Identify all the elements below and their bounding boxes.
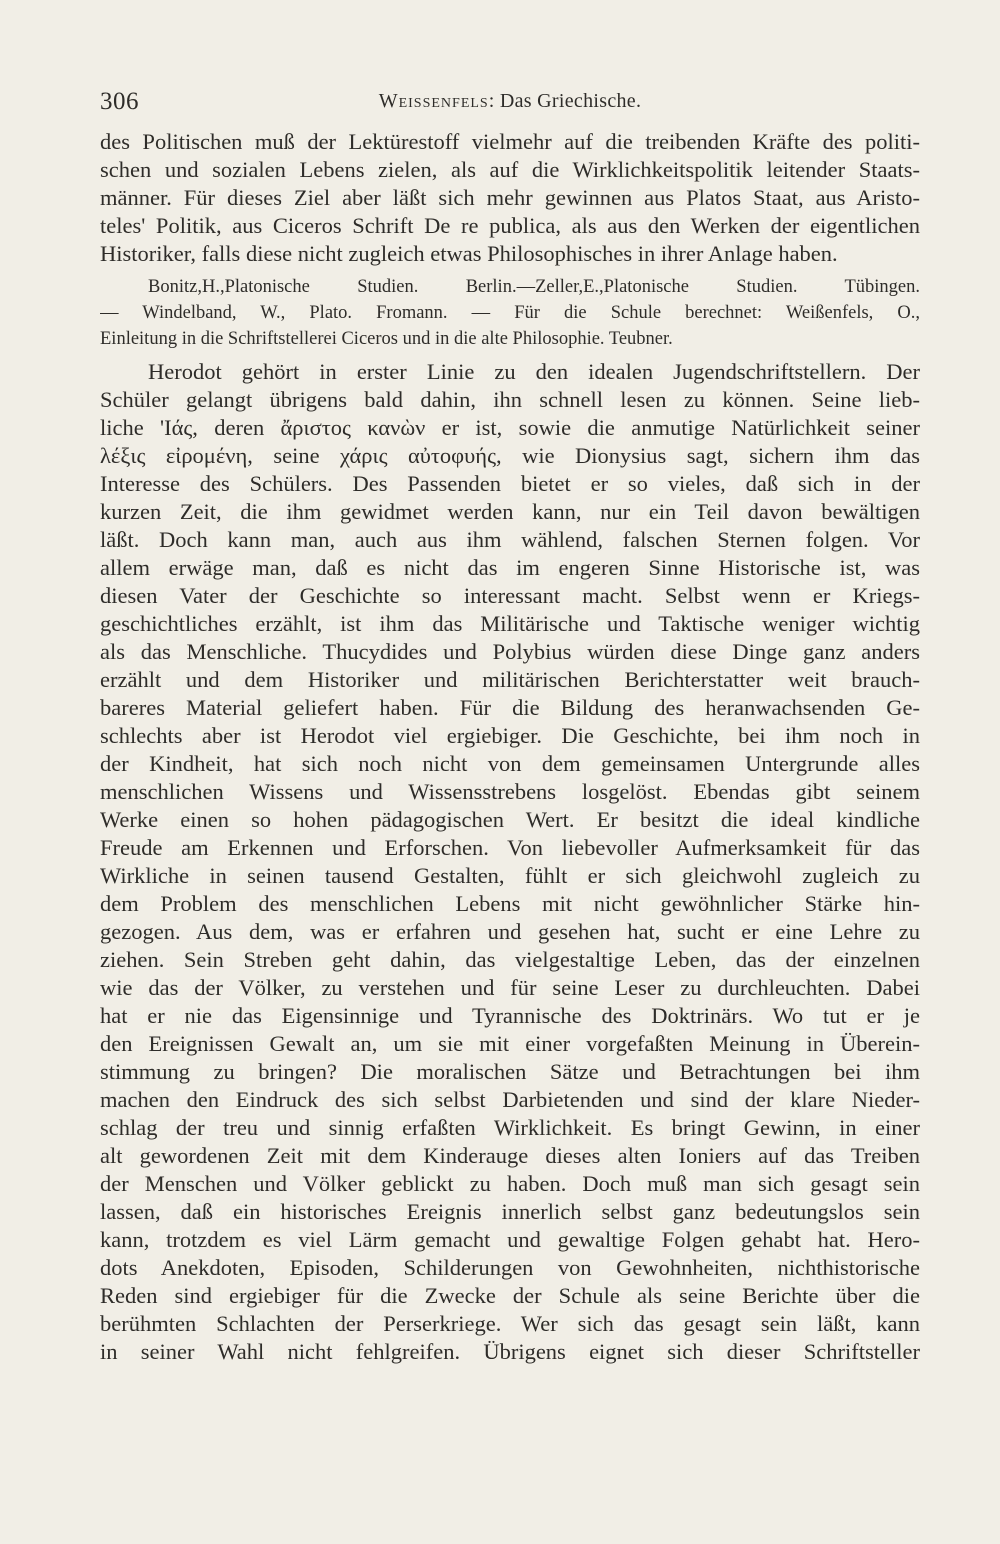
text-line: den Ereignissen Gewalt an, um sie mit einer vorgefaßten Meinung in Überein- <box>100 1031 920 1056</box>
text-line: teles' Politik, aus Ciceros Schrift De re publica, als aus den Werken der eigentlichen <box>100 213 920 238</box>
paragraph-herodot <box>100 358 920 1366</box>
text-line: alt gewordenen Zeit mit dem Kinderauge dieses alten Ioniers auf das Treiben <box>100 1143 920 1168</box>
text-line: hat er nie das Eigensinnige und Tyrannische des Doktrinärs. Wo tut er je <box>100 1003 920 1028</box>
text-line: wie das der Völker, zu verstehen und für seine Leser zu durchleuchten. Dabei <box>100 975 920 1000</box>
text-line: des Politischen muß der Lektürestoff vielmehr auf die treibenden Kräfte des politi- <box>100 129 920 154</box>
text-line: Schüler gelangt übrigens bald dahin, ihn schnell lesen zu können. Seine lieb- <box>100 387 920 412</box>
text-line: kann, trotzdem es viel Lärm gemacht und gewaltige Folgen gehabt hat. Hero- <box>100 1227 920 1252</box>
text-line: schlag der treu und sinnig erfaßten Wirklichkeit. Es bringt Gewinn, in einer <box>100 1115 920 1140</box>
text-line: Werke einen so hohen pädagogischen Wert. Er besitzt die ideal kindliche <box>100 807 920 832</box>
text-line: kurzen Zeit, die ihm gewidmet werden kann, nur ein Teil davon bewältigen <box>100 499 920 524</box>
text-line: allem erwäge man, daß es nicht das im engeren Sinne Historische ist, was <box>100 555 920 580</box>
running-head <box>100 90 920 113</box>
text-line: dem Problem des menschlichen Lebens mit nicht gewöhnlicher Stärke hin- <box>100 891 920 916</box>
bibliography-line: Bonitz,H.,Platonische Studien. Berlin.—Zeller,E.,Platonische Studien. Tübingen. <box>148 277 920 297</box>
running-head-title: : Das Griechische. <box>488 90 642 112</box>
text-line: Historiker, falls diese nicht zugleich etwas Philosophisches in ihrer Anlage haben. <box>100 241 838 266</box>
text-line: der Menschen und Völker geblickt zu haben. Doch muß man sich gesagt sein <box>100 1171 920 1196</box>
text-line: Wirkliche in seinen tausend Gestalten, fühlt er sich gleichwohl zugleich zu <box>100 863 920 888</box>
text-line: berühmten Schlachten der Perserkriege. Wer sich das gesagt sein läßt, kann <box>100 1311 920 1336</box>
text-line: lassen, daß ein historisches Ereignis innerlich selbst ganz bedeutungslos sein <box>100 1199 920 1224</box>
running-head-author: Weissenfels <box>378 90 489 112</box>
text-line: stimmung zu bringen? Die moralischen Sätze und Betrachtungen bei ihm <box>100 1059 920 1084</box>
text-line: Freude am Erkennen und Erforschen. Von liebevoller Aufmerksamkeit für das <box>100 835 920 860</box>
text-line: der Kindheit, hat sich noch nicht von dem gemeinsamen Untergrunde alles <box>100 751 920 776</box>
text-line: als das Menschliche. Thucydides und Polybius würden diese Dinge ganz anders <box>100 639 920 664</box>
text-line: Reden sind ergiebiger für die Zwecke der Schule als seine Berichte über die <box>100 1283 920 1308</box>
text-line: erzählt und dem Historiker und militärischen Berichterstatter weit brauch- <box>100 667 920 692</box>
text-line: in seiner Wahl nicht fehlgreifen. Übrigens eignet sich dieser Schriftsteller <box>100 1339 920 1364</box>
text-line: Interesse des Schülers. Des Passenden bietet er so vieles, daß sich in der <box>100 471 920 496</box>
text-line: bareres Material geliefert haben. Für die Bildung des heranwachsenden Ge- <box>100 695 920 720</box>
text-line: diesen Vater der Geschichte so interessant macht. Selbst wenn er Kriegs- <box>100 583 920 608</box>
bibliography-note <box>100 274 920 352</box>
bibliography-line: Einleitung in die Schriftstellerei Ciceros und in die alte Philosophie. Teubner. <box>100 329 673 349</box>
bibliography-line: — Windelband, W., Plato. Fromann. — Für die Schule berechnet: Weißenfels, O., <box>100 303 920 323</box>
paragraph-politics <box>100 128 920 268</box>
text-line: männer. Für dieses Ziel aber läßt sich mehr gewinnen aus Platos Staat, aus Aristo- <box>100 185 920 210</box>
text-line: schlechts aber ist Herodot viel ergiebiger. Die Geschichte, bei ihm noch in <box>100 723 920 748</box>
text-line: λέξις εἰρομένη, seine χάρις αὐτοφυής, wie Dionysius sagt, sichern ihm das <box>100 443 920 468</box>
text-line: geschichtliches erzählt, ist ihm das Militärische und Taktische weniger wichtig <box>100 611 920 636</box>
body-text <box>100 128 920 1366</box>
text-line: machen den Eindruck des sich selbst Darbietenden und sind der klare Nieder- <box>100 1087 920 1112</box>
text-line: dots Anekdoten, Episoden, Schilderungen von Gewohnheiten, nichthistorische <box>100 1255 920 1280</box>
text-line: schen und sozialen Lebens zielen, als auf die Wirklichkeitspolitik leitender Staats- <box>100 157 920 182</box>
page-header <box>100 86 920 120</box>
text-line: Herodot gehört in erster Linie zu den idealen Jugendschriftstellern. Der <box>148 359 920 384</box>
text-line: ziehen. Sein Streben geht dahin, das vielgestaltige Leben, das der einzelnen <box>100 947 920 972</box>
page-number: 306 <box>100 88 139 115</box>
text-line: menschlichen Wissens und Wissensstrebens losgelöst. Ebendas gibt seinem <box>100 779 920 804</box>
text-line: liche 'Ιάς, deren ἄριστος κανὼν er ist, sowie die anmutige Natürlichkeit seiner <box>100 415 920 440</box>
text-line: läßt. Doch kann man, auch aus ihm wählend, falschen Sternen folgen. Vor <box>100 527 920 552</box>
text-line: gezogen. Aus dem, was er erfahren und gesehen hat, sucht er eine Lehre zu <box>100 919 920 944</box>
